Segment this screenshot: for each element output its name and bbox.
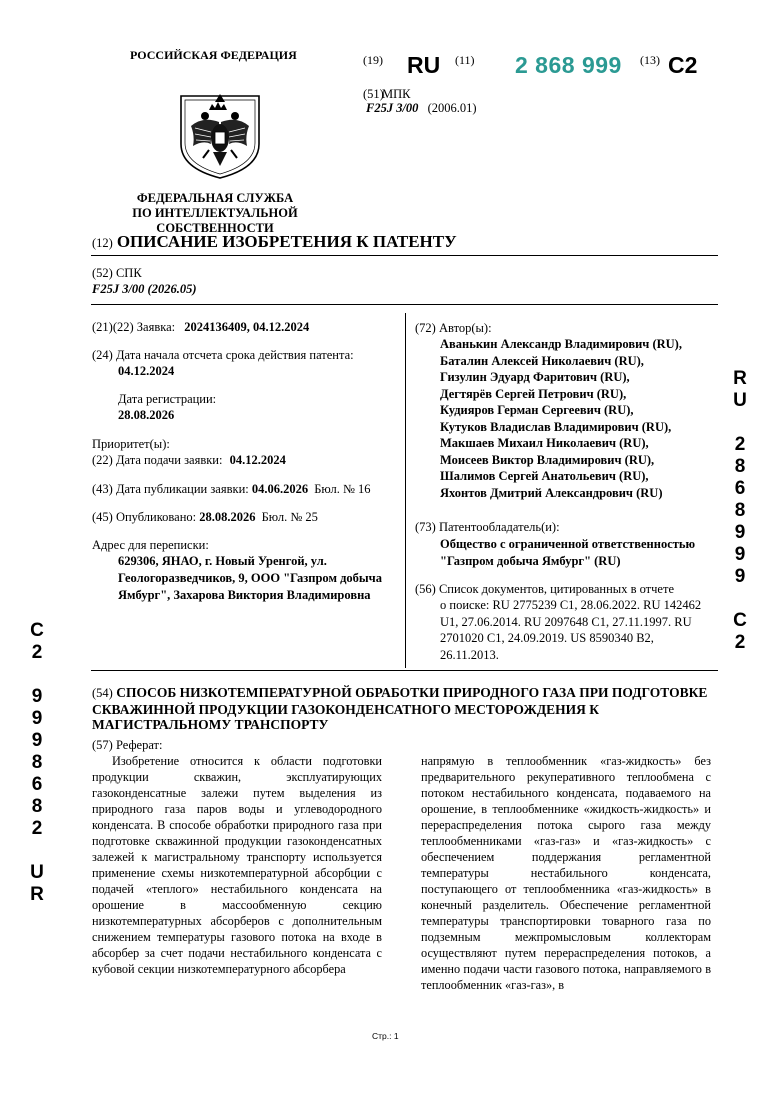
author: Кудияров Герман Сергеевич (RU), — [440, 403, 634, 417]
author: Дегтярёв Сергей Петрович (RU), — [440, 386, 627, 401]
divider — [91, 670, 718, 671]
author: Шалимов Сергей Анатольевич (RU), — [440, 469, 649, 483]
margin-char: 9 — [31, 686, 43, 707]
margin-char: 9 — [31, 708, 43, 729]
term-label: (24) Дата начала отсчета срока действия патента: — [92, 348, 354, 362]
patent-number: 2 868 999 — [515, 52, 622, 78]
author: Кутуков Владислав Владимирович (RU), — [440, 419, 672, 434]
margin-char: R — [733, 368, 747, 389]
divider — [91, 304, 718, 305]
author: Яхонтов Дмитрий Александрович (RU) — [440, 485, 663, 500]
margin-char: 8 — [734, 500, 746, 521]
margin-char: 8 — [31, 752, 43, 773]
abstract-column-1 — [92, 753, 382, 977]
country-code: RU — [407, 52, 441, 78]
agency-line-2: ПО ИНТЕЛЛЕКТУАЛЬНОЙ СОБСТВЕННОСТИ — [132, 206, 298, 235]
application-field — [92, 320, 309, 336]
cited-line: 26.11.2013. — [440, 647, 499, 662]
priority-label: Приоритет(ы): — [92, 437, 170, 451]
abstract-label: (57) Реферат: — [92, 738, 163, 752]
inid-54: (54) — [92, 686, 113, 700]
margin-char: 2 — [734, 434, 746, 455]
term-value: 04.12.2024 — [118, 364, 175, 378]
invention-title — [92, 685, 717, 733]
margin-char: 9 — [734, 522, 746, 543]
spk-class: F25J 3/00 (2026.05) — [92, 282, 197, 296]
author: Аванькин Александр Владимирович (RU), — [440, 337, 682, 351]
abstract-text: Изобретение относится к области подготовки продукции скважин, эксплуатирующих газоконденсатные залежи путем выделения из природного газа паров воды и углеводородного конденсата. В способе обработки природного газа при подготовке скважинной продукции газоконденсатных залежей к магистральному транспорту используется применение схемы низкотемпературной абсорбции с подачей «теплого» нестабильного конденсата на орошение в массообменную секцию низкотемпературных абсорберов с дополнительным снижением температуры газового потока на входе в абсорбер за счет подачи нестабильного конденсата с кубовой секции низкотемпературного абсорбера — [92, 754, 382, 976]
ipc-classification — [366, 101, 477, 116]
page-number: Стр.: 1 — [372, 1031, 399, 1041]
author: Макшаев Михаил Николаевич (RU), — [440, 436, 649, 450]
cited-line: о поиске: RU 2775239 C1, 28.06.2022. RU 142462 — [440, 598, 702, 612]
country-name: РОССИЙСКАЯ ФЕДЕРАЦИЯ — [130, 48, 297, 62]
kind-code: C2 — [668, 52, 698, 78]
ipc-version: (2006.01) — [427, 101, 477, 115]
document-title-text: ОПИСАНИЕ ИЗОБРЕТЕНИЯ К ПАТЕНТУ — [116, 232, 457, 251]
grant-field — [92, 510, 318, 526]
agency-line-1: ФЕДЕРАЛЬНАЯ СЛУЖБА — [136, 191, 294, 205]
publication-value: 04.06.2026 — [251, 482, 309, 496]
owner-line: "Газпром добыча Ямбург" (RU) — [440, 553, 621, 568]
authors-label: (72) Автор(ы): — [415, 321, 492, 335]
owner-block — [440, 536, 695, 569]
filing-value: 04.12.2024 — [229, 453, 286, 467]
publication-bulletin: Бюл. № 16 — [314, 482, 371, 496]
inid-12: (12) — [92, 236, 113, 250]
margin-char: C — [733, 610, 747, 631]
abstract-text: напрямую в теплообменник «газ-жидкость» без предварительного рекуперативного теплообмена с потоком нестабильного конденсата, подаваемого на орошение, в теплообменнике «жидкость-жидкость» и перераспределения потока сырого газа между теплообменниками «газ-газ» и «газ-жидкость» с обеспечением поддержания регламентной температуры нестабильного конденсата, поступающего от теплообменника «газ-жидкость» в конечный разделитель. Обеспечение регламентной температуры транспортировки товарного газа по подземным межпромысловым коллекторам осуществляют путем перераспределения потоков, а именно подачи части газового потока, направляемого в теплообменник «газ-газ», в — [421, 754, 711, 992]
invention-title-text: СПОСОБ НИЗКОТЕМПЕРАТУРНОЙ ОБРАБОТКИ ПРИРОДНОГО ГАЗА ПРИ ПОДГОТОВКЕ СКВАЖИННОЙ ПРОДУКЦИИ ГАЗОКОНДЕНСАТНОГО МЕСТОРОЖДЕНИЯ К МАГИСТРАЛЬНОМУ ТРАНСПОРТУ — [92, 685, 708, 732]
address-line: 629306, ЯНАО, г. Новый Уренгой, ул. — [118, 554, 327, 568]
registration-value: 28.08.2026 — [118, 408, 175, 422]
grant-bulletin: Бюл. № 25 — [261, 510, 318, 524]
filing-field — [92, 453, 286, 469]
author: Гизулин Эдуард Фаритович (RU), — [440, 370, 630, 384]
margin-char: C — [30, 620, 44, 641]
margin-char: 8 — [31, 796, 43, 817]
agency-name — [75, 191, 355, 236]
registration-label: Дата регистрации: — [118, 392, 217, 406]
authors-list — [440, 336, 682, 501]
application-label: (21)(22) Заявка: — [92, 320, 176, 334]
margin-char: 9 — [734, 544, 746, 565]
margin-char: U — [30, 862, 44, 883]
filing-label: (22) Дата подачи заявки: — [92, 453, 223, 467]
address-label: Адрес для переписки: — [92, 538, 209, 552]
grant-label: (45) Опубликовано: — [92, 510, 197, 524]
grant-value: 28.08.2026 — [199, 510, 256, 524]
owner-line: Общество с ограниченной ответственностью — [440, 537, 696, 551]
left-margin-number — [25, 620, 49, 906]
coat-of-arms-emblem — [175, 82, 265, 180]
author: Моисеев Виктор Владимирович (RU), — [440, 452, 655, 467]
inid-19: (19) — [363, 53, 383, 67]
margin-char: 2 — [734, 632, 746, 653]
cited-line: 2701020 C1, 24.09.2019. US 8590340 B2, — [440, 631, 654, 645]
publication-label: (43) Дата публикации заявки: — [92, 482, 249, 496]
margin-char: 2 — [31, 642, 43, 663]
owner-label: (73) Патентообладатель(и): — [415, 520, 560, 534]
cited-label: (56) Список документов, цитированных в отчете — [415, 582, 674, 596]
inid-11: (11) — [455, 53, 475, 67]
publication-field — [92, 482, 371, 498]
abstract-column-2 — [421, 753, 711, 993]
divider — [91, 255, 718, 256]
inid-13: (13) — [640, 53, 660, 67]
spk-label: (52) СПК — [92, 266, 142, 280]
address-line: Ямбург", Захарова Виктория Владимировна — [118, 588, 371, 602]
margin-char: 9 — [734, 566, 746, 587]
document-title — [92, 232, 457, 252]
margin-char: 9 — [31, 730, 43, 751]
author: Баталин Алексей Николаевич (RU), — [440, 353, 644, 368]
margin-char: 2 — [31, 818, 43, 839]
mpk-label: МПК — [382, 87, 411, 101]
margin-char: 6 — [734, 478, 746, 499]
margin-char: 8 — [734, 456, 746, 477]
margin-char: R — [30, 884, 44, 905]
ipc-class: F25J 3/00 — [366, 101, 419, 115]
application-value: 2024136409, 04.12.2024 — [184, 320, 310, 334]
address-line: Геологоразведчиков, 9, ООО "Газпром добыча — [118, 571, 382, 585]
right-margin-number — [728, 368, 752, 654]
cited-list — [440, 597, 701, 663]
column-divider — [405, 313, 406, 668]
inid-51: (51) — [363, 87, 384, 101]
margin-char: U — [733, 390, 747, 411]
cited-line: U1, 27.06.2014. RU 2097648 C1, 27.11.1997. RU — [440, 614, 692, 629]
margin-char: 6 — [31, 774, 43, 795]
